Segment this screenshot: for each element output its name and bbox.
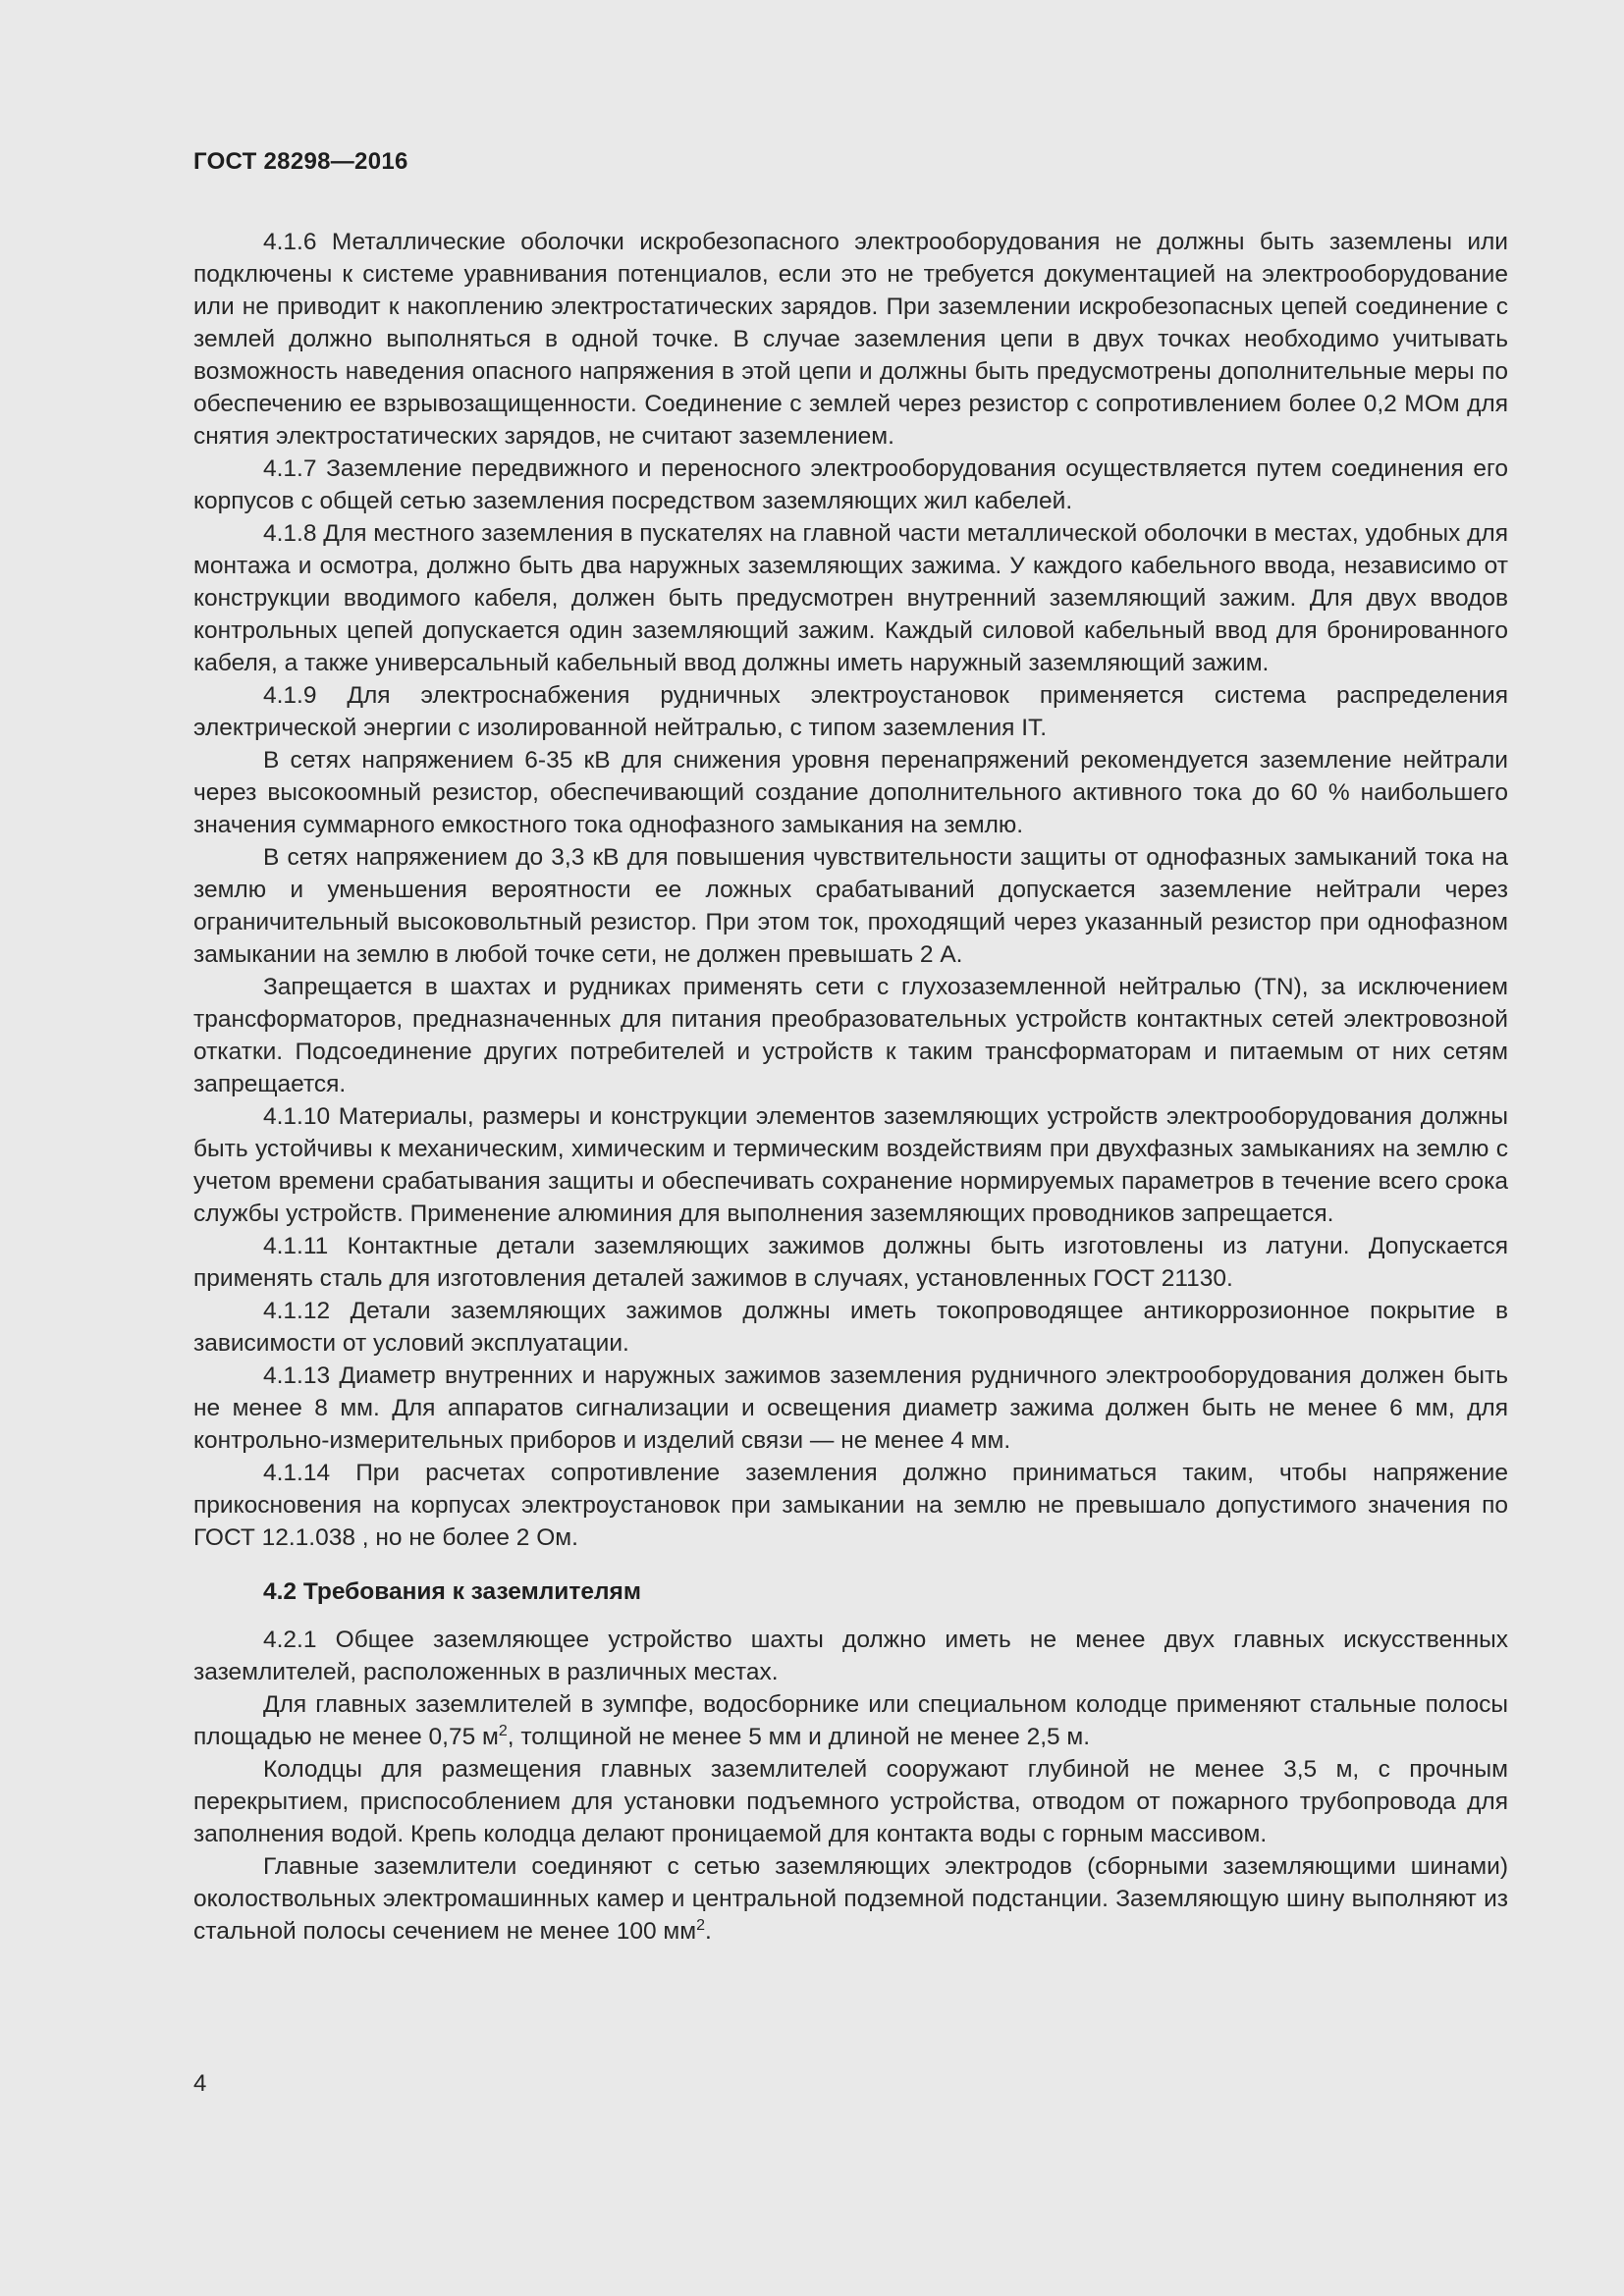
paragraph-4-1-8: 4.1.8 Для местного заземления в пускателях на главной части металлической оболочки в местах, удобных для монтажа и осмотра, должно быть два наружных заземляющих зажима. У каждого кабельного ввода, независимо от конструкции вводимого кабеля, должен быть предусмотрен внутренний заземляющий зажим. Для двух вводов контрольных цепей допускается один заземляющий зажим. Каждый силовой кабельный ввод для бронированного кабеля, а также универсальный кабельный ввод должны иметь наружный заземляющий зажим.	[193, 520, 1508, 676]
paragraph-sump-strips	[193, 1688, 1508, 1753]
sump-text: Для главных заземлителей в зумпфе, водосборнике или специальном колодце применяют стальные полосы площадью не менее 0,75 м	[193, 1691, 1508, 1750]
page-number: 4	[193, 2070, 207, 2097]
paragraph-wells: Колодцы для размещения главных заземлителей сооружают глубиной не менее 3,5 м, с прочным перекрытием, приспособлением для установки подъемного устройства, отводом от пожарного трубопровода для заполнения водой. Крепь колодца делают проницаемой для контакта воды с горным массивом.	[193, 1756, 1508, 1847]
paragraph-4-1-9: 4.1.9 Для электроснабжения рудничных электроустановок применяется система распределения электрической энергии с изолированной нейтралью, с типом заземления IT.	[193, 682, 1508, 741]
paragraph-3-3kv-networks: В сетях напряжением до 3,3 кВ для повышения чувствительности защиты от однофазных замыканий тока на землю и уменьшения вероятности ее ложных срабатываний допускается заземление нейтрали через ограничительный высоковольтный резистор. При этом ток, проходящий через указанный резистор при однофазном замыкании на землю в любой точке сети, не должен превышать 2 А.	[193, 844, 1508, 968]
paragraph-4-2-1: 4.2.1 Общее заземляющее устройство шахты должно иметь не менее двух главных искусственных заземлителей, расположенных в различных местах.	[193, 1627, 1508, 1685]
paragraph-4-1-13: 4.1.13 Диаметр внутренних и наружных зажимов заземления рудничного электрооборудования должен быть не менее 8 мм. Для аппаратов сигнализации и освещения диаметр зажима должен быть не менее 6 мм, для контрольно-измерительных приборов и изделий связи — не менее 4 мм.	[193, 1362, 1508, 1454]
paragraph-4-1-6: 4.1.6 Металлические оболочки искробезопасного электрооборудования не должны быть заземлены или подключены к системе уравнивания потенциалов, если это не требуется документацией на электрооборудование или не приводит к накоплению электростатических зарядов. При заземлении искробезопасных цепей соединение с землей должно выполняться в одной точке. В случае заземления цепи в двух точках необходимо учитывать возможность наведения опасного напряжения в этой цепи и должны быть предусмотрены дополнительные меры по обеспечению ее взрывозащищенности. Соединение с землей через резистор с сопротивлением более 0,2 МОм для снятия электростатических зарядов, не считают заземлением.	[193, 229, 1508, 450]
paragraph-4-1-7: 4.1.7 Заземление передвижного и переносного электрооборудования осуществляется путем соединения его корпусов с общей сетью заземления посредством заземляющих жил кабелей.	[193, 455, 1508, 514]
paragraph-6-35kv-networks: В сетях напряжением 6-35 кВ для снижения уровня перенапряжений рекомендуется заземление нейтрали через высокоомный резистор, обеспечивающий создание дополнительного активного тока до 60 % наибольшего значения суммарного емкостного тока однофазного замыкания на землю.	[193, 747, 1508, 838]
paragraph-bus	[193, 1850, 1508, 1948]
document-body	[193, 226, 1508, 1948]
paragraph-4-1-10: 4.1.10 Материалы, размеры и конструкции элементов заземляющих устройств электрооборудования должны быть устойчивы к механическим, химическим и термическим воздействиям при двухфазных замыканиях на землю с учетом времени срабатывания защиты и обеспечивать сохранение нормируемых параметров в течение всего срока службы устройств. Применение алюминия для выполнения заземляющих проводников запрещается.	[193, 1103, 1508, 1227]
paragraph-tn-prohibition: Запрещается в шахтах и рудниках применять сети с глухозаземленной нейтралью (TN), за исключением трансформаторов, предназначенных для питания преобразовательных устройств контактных сетей электровозной откатки. Подсоединение других потребителей и устройств к таким трансформаторам и питаемым от них сетям запрещается.	[193, 974, 1508, 1097]
section-heading-4-2: 4.2 Требования к заземлителям	[263, 1578, 641, 1605]
paragraph-4-1-11: 4.1.11 Контактные детали заземляющих зажимов должны быть изготовлены из латуни. Допускается применять сталь для изготовления деталей зажимов в случаях, установленных ГОСТ 21130.	[193, 1233, 1508, 1292]
paragraph-4-1-12: 4.1.12 Детали заземляющих зажимов должны иметь токопроводящее антикоррозионное покрытие в зависимости от условий эксплуатации.	[193, 1298, 1508, 1357]
bus-superscript: 2	[696, 1917, 705, 1934]
sump-text-end: , толщиной не менее 5 мм и длиной не менее 2,5 м.	[507, 1724, 1091, 1750]
bus-text-end: .	[705, 1918, 712, 1945]
paragraph-4-1-14: 4.1.14 При расчетах сопротивление заземления должно приниматься таким, чтобы напряжение прикосновения на корпусах электроустановок при замыкании на землю не превышало допустимого значения по ГОСТ 12.1.038 , но не более 2 Ом.	[193, 1460, 1508, 1551]
sump-superscript: 2	[498, 1723, 508, 1739]
bus-text: Главные заземлители соединяют с сетью заземляющих электродов (сборными заземляющими шинами) околоствольных электромашинных камер и центральной подземной подстанции. Заземляющую шину выполняют из стальной полосы сечением не менее 100 мм	[193, 1853, 1508, 1945]
document-header: ГОСТ 28298—2016	[193, 148, 408, 175]
